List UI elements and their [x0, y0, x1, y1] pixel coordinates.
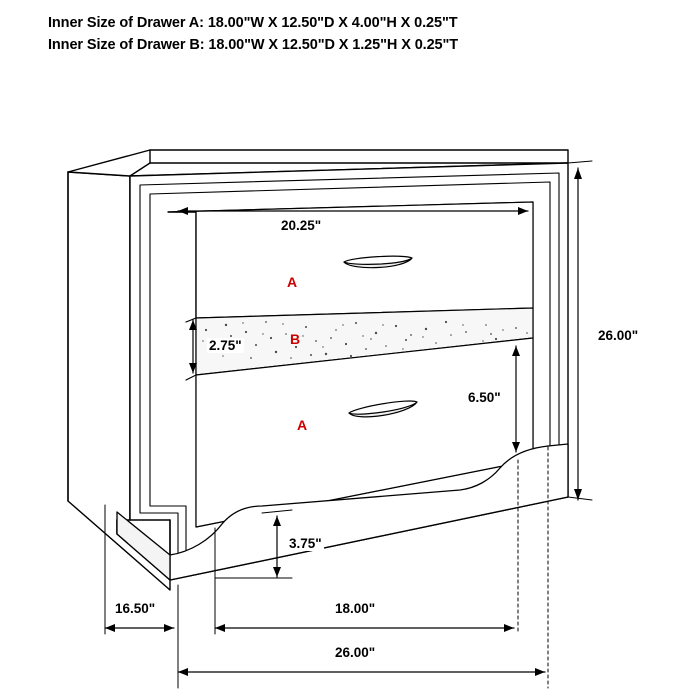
dim-drawerb-height: 2.75" — [209, 338, 242, 353]
header-line-1: Inner Size of Drawer A: 18.00"W X 12.50"D X 4.00"H X 0.25"T — [48, 15, 458, 31]
dim-leg-height: 3.75" — [289, 536, 322, 551]
dim-overall-width: 26.00" — [335, 645, 376, 660]
label-drawer-a-top: A — [287, 274, 298, 290]
dim-lower-opening: 6.50" — [468, 390, 501, 405]
dim-inner-width: 18.00" — [335, 601, 376, 616]
header-line-2: Inner Size of Drawer B: 18.00"W X 12.50"D X 1.25"H X 0.25"T — [48, 37, 459, 53]
dim-depth: 16.50" — [115, 601, 156, 616]
label-drawer-a-bottom: A — [297, 417, 308, 433]
dim-top-width: 20.25" — [281, 218, 322, 233]
label-drawer-b: B — [290, 331, 301, 347]
dim-height: 26.00" — [598, 328, 639, 343]
